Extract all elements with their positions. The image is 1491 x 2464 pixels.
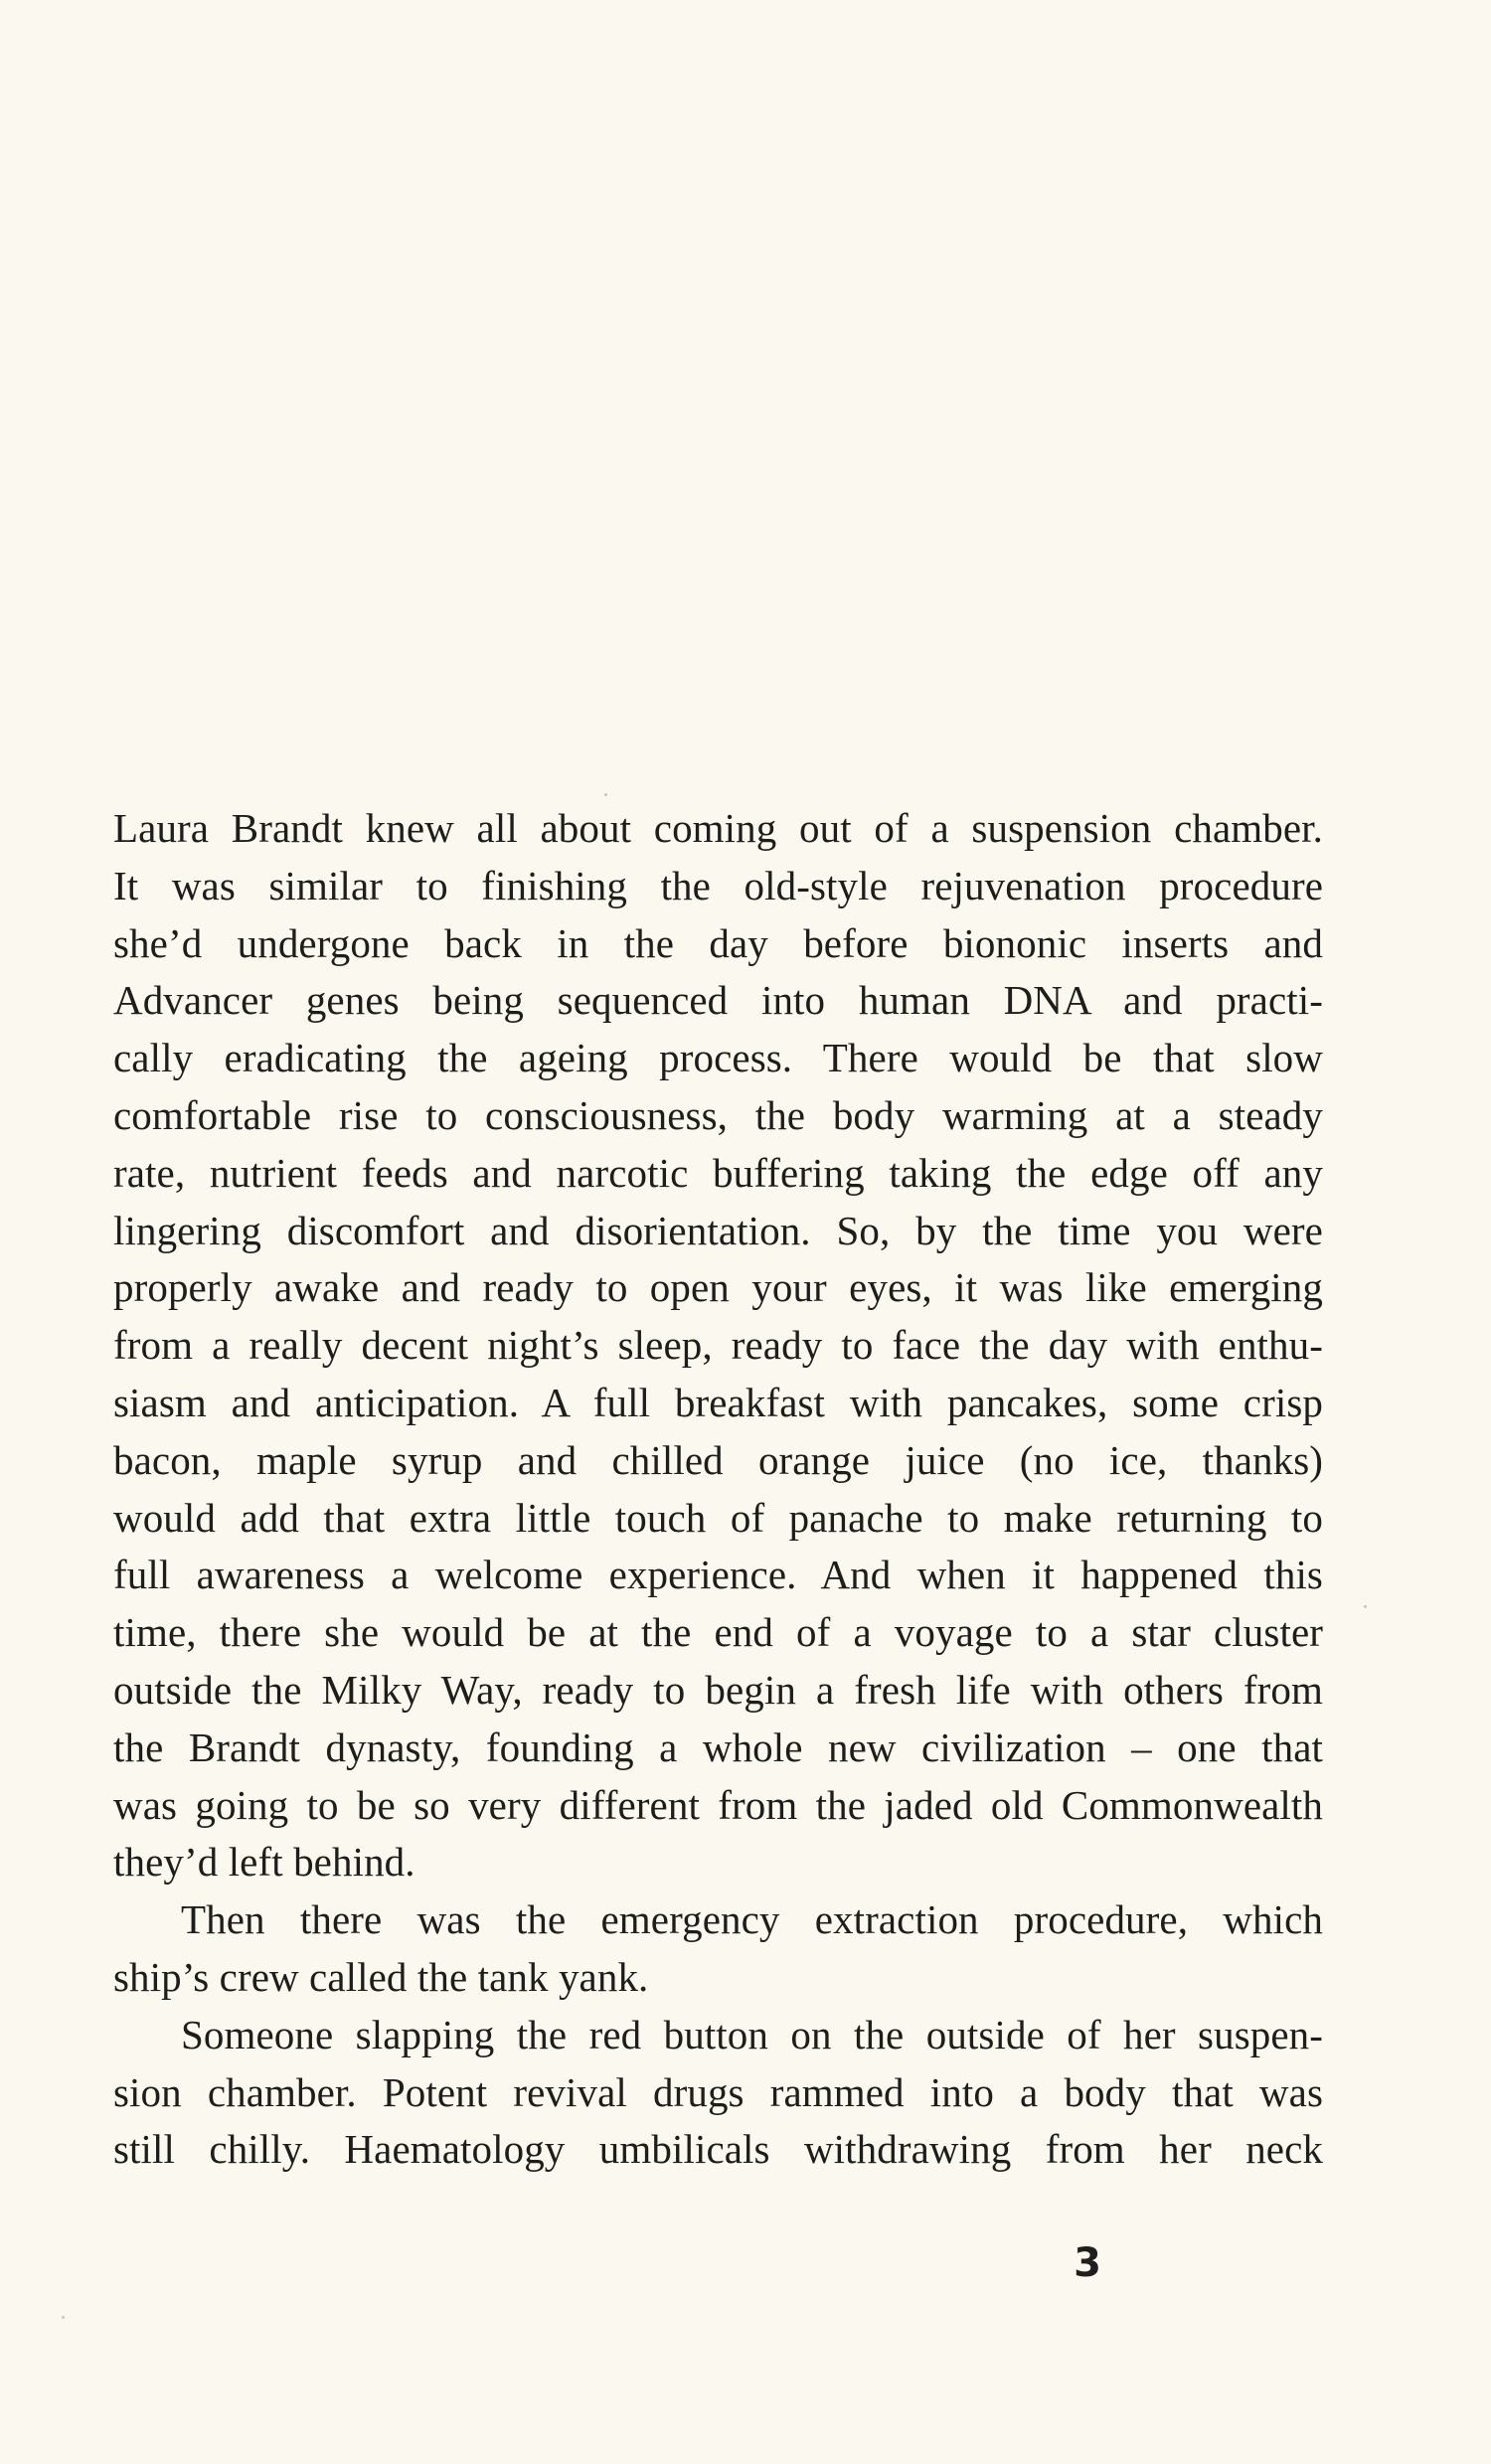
paragraph-1 [113, 800, 1323, 1891]
text-line: Laura Brandt knew all about coming out of a suspension chamber. [113, 805, 1323, 851]
text-line: they’d left behind. [113, 1839, 415, 1886]
text-line: full awareness a welcome experience. And when it happened this [113, 1552, 1323, 1598]
text-line: bacon, maple syrup and chilled orange juice (no ice, thanks) [113, 1436, 1323, 1483]
text-line: outside the Milky Way, ready to begin a fresh life with others from [113, 1666, 1323, 1713]
paragraph-3 [113, 2007, 1323, 2179]
text-line: she’d undergone back in the day before biononic inserts and [113, 919, 1323, 966]
text-line: time, there she would be at the end of a voyage to a star cluster [113, 1609, 1323, 1656]
paragraph-2 [113, 1891, 1323, 2007]
text-line: cally eradicating the ageing process. There would be that slow [113, 1035, 1323, 1081]
paper-speck [1364, 1605, 1367, 1608]
text-line: from a really decent night’s sleep, ready to face the day with enthu- [113, 1322, 1323, 1369]
text-line: was going to be so very different from the jaded old Commonwealth [113, 1781, 1323, 1828]
text-line: siasm and anticipation. A full breakfast with pancakes, some crisp [113, 1379, 1323, 1425]
text-line: rate, nutrient feeds and narcotic buffering taking the edge off any [113, 1149, 1323, 1196]
text-line: the Brandt dynasty, founding a whole new civilization – one that [113, 1724, 1323, 1770]
paper-speck [62, 2316, 65, 2319]
text-line: Then there was the emergency extraction procedure, which [181, 1896, 1323, 1943]
text-line: still chilly. Haematology umbilicals withdrawing from her neck [113, 2126, 1323, 2173]
text-line: Advancer genes being sequenced into human DNA and practi- [113, 977, 1323, 1024]
text-line: comfortable rise to consciousness, the body warming at a steady [113, 1091, 1323, 1138]
text-line: would add that extra little touch of panache to make returning to [113, 1494, 1323, 1541]
text-line: Someone slapping the red button on the outside of her suspen- [181, 2011, 1323, 2057]
text-line: sion chamber. Potent revival drugs rammed into a body that was [113, 2068, 1323, 2115]
page-number: 3 [1074, 2240, 1101, 2286]
text-line: properly awake and ready to open your eyes, it was like emerging [113, 1264, 1323, 1311]
body-text [113, 800, 1323, 2179]
text-line: lingering discomfort and disorientation. So, by the time you were [113, 1207, 1323, 1253]
text-line: ship’s crew called the tank yank. [113, 1953, 649, 2000]
paper-speck [604, 793, 607, 796]
text-line: It was similar to finishing the old-style rejuvenation procedure [113, 862, 1323, 908]
